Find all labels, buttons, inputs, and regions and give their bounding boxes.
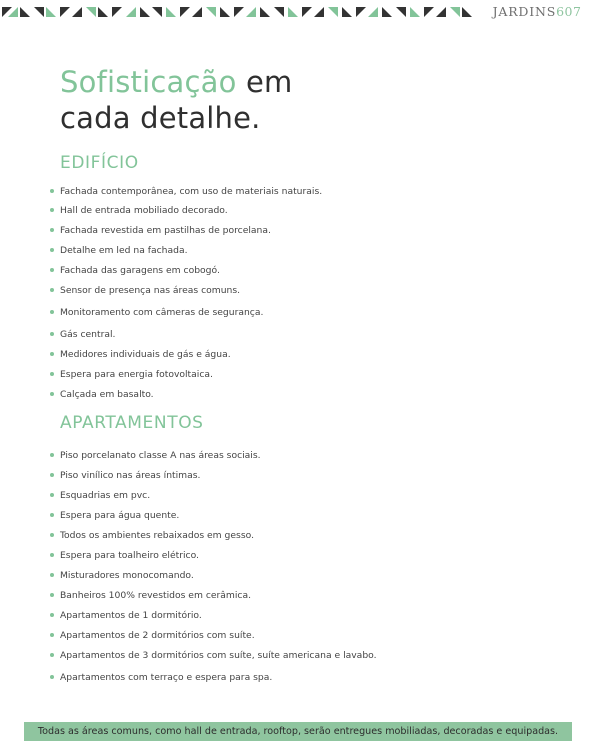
list-item-text: Apartamentos de 1 dormitório.: [60, 610, 202, 621]
list-item-text: Todos os ambientes rebaixados em gesso.: [60, 530, 254, 541]
triangle-shape: [314, 7, 324, 17]
triangle-shape: [462, 7, 472, 17]
triangle-shape: [450, 7, 460, 17]
bullet-icon: [50, 332, 54, 336]
triangle-shape: [246, 7, 256, 17]
bullet-icon: [50, 248, 54, 252]
list-item-text: Apartamentos de 2 dormitórios com suíte.: [60, 630, 255, 641]
list-item: [50, 610, 377, 622]
edificio-features-list: [50, 186, 322, 401]
title-rest: em: [236, 65, 293, 99]
list-item-text: Espera para energia fotovoltaica.: [60, 369, 213, 380]
list-item-text: Gás central.: [60, 329, 116, 340]
list-item-text: Monitoramento com câmeras de segurança.: [60, 307, 264, 318]
list-item-text: Piso vinílico nas áreas íntimas.: [60, 470, 201, 481]
bullet-icon: [50, 310, 54, 314]
section-title-apartamentos: APARTAMENTOS: [60, 413, 204, 433]
list-item: [50, 490, 377, 502]
bullet-icon: [50, 553, 54, 557]
triangle-shape: [206, 7, 216, 17]
list-item: [50, 285, 322, 297]
list-item: [50, 186, 322, 198]
bullet-icon: [50, 675, 54, 679]
bullet-icon: [50, 613, 54, 617]
list-item: [50, 672, 377, 684]
list-item-text: Fachada contemporânea, com uso de materiais naturais.: [60, 186, 323, 197]
page-title: [60, 64, 292, 136]
list-item: [50, 470, 377, 482]
triangle-shape: [112, 7, 122, 17]
footer-text: Todas as áreas comuns, como hall de entrada, rooftop, serão entregues mobiliadas, decoradas e equipadas.: [37, 726, 559, 737]
triangle-shape: [152, 7, 162, 17]
triangle-shape: [34, 7, 44, 17]
footer-banner: [24, 722, 572, 741]
bullet-icon: [50, 228, 54, 232]
list-item: [50, 245, 322, 257]
triangle-shape: [424, 7, 434, 17]
list-item-text: Apartamentos de 3 dormitórios com suíte, suíte americana e lavabo.: [60, 650, 377, 661]
bullet-icon: [50, 208, 54, 212]
list-item-text: Calçada em basalto.: [60, 389, 154, 400]
bullet-icon: [50, 392, 54, 396]
triangle-shape: [410, 7, 420, 17]
triangle-shape: [288, 7, 298, 17]
triangle-shape: [98, 7, 108, 17]
triangle-shape: [328, 7, 338, 17]
list-item: [50, 389, 322, 401]
triangle-shape: [356, 7, 366, 17]
list-item: [50, 550, 377, 562]
triangle-shape: [180, 7, 190, 17]
list-item-text: Hall de entrada mobiliado decorado.: [60, 205, 228, 216]
list-item-text: Piso porcelanato classe A nas áreas sociais.: [60, 450, 261, 461]
triangle-shape: [192, 7, 202, 17]
bullet-icon: [50, 453, 54, 457]
list-item: [50, 570, 377, 582]
title-accent: Sofisticação: [60, 65, 237, 99]
bullet-icon: [50, 372, 54, 376]
list-item: [50, 329, 322, 341]
bullet-icon: [50, 189, 54, 193]
list-item: [50, 630, 377, 642]
brand-logo: [474, 2, 600, 20]
triangle-shape: [72, 7, 82, 17]
bullet-icon: [50, 513, 54, 517]
list-item: [50, 307, 322, 319]
triangle-shape: [302, 7, 312, 17]
list-item-text: Misturadores monocomando.: [60, 570, 194, 581]
bullet-icon: [50, 573, 54, 577]
triangle-shape: [396, 7, 406, 17]
section-title-edificio: EDIFÍCIO: [60, 153, 139, 173]
brand-name: JARDINS: [492, 3, 557, 19]
triangle-shape: [274, 7, 284, 17]
triangle-shape: [126, 7, 136, 17]
list-item: [50, 510, 377, 522]
list-item-text: Espera para água quente.: [60, 510, 180, 521]
bullet-icon: [50, 288, 54, 292]
apartamentos-features-list: [50, 450, 377, 684]
list-item: [50, 590, 377, 602]
brand-number: 607: [556, 3, 582, 19]
list-item-text: Fachada das garagens em cobogó.: [60, 265, 220, 276]
list-item-text: Detalhe em led na fachada.: [60, 245, 188, 256]
title-line-2: cada detalhe.: [60, 101, 261, 135]
triangle-shape: [260, 7, 270, 17]
list-item: [50, 369, 322, 381]
list-item-text: Espera para toalheiro elétrico.: [60, 550, 199, 561]
list-item-text: Fachada revestida em pastilhas de porcelana.: [60, 225, 271, 236]
triangle-shape: [166, 7, 176, 17]
triangle-shape: [20, 7, 30, 17]
triangle-shape: [234, 7, 244, 17]
list-item: [50, 530, 377, 542]
list-item: [50, 450, 377, 462]
bullet-icon: [50, 268, 54, 272]
triangle-shape: [436, 7, 446, 17]
bullet-icon: [50, 533, 54, 537]
triangle-shape: [342, 7, 352, 17]
triangle-shape: [220, 7, 230, 17]
list-item-text: Medidores individuais de gás e água.: [60, 349, 231, 360]
bullet-icon: [50, 593, 54, 597]
bullet-icon: [50, 653, 54, 657]
list-item-text: Sensor de presença nas áreas comuns.: [60, 285, 241, 296]
bullet-icon: [50, 473, 54, 477]
triangle-shape: [368, 7, 378, 17]
list-item-text: Banheiros 100% revestidos em cerâmica.: [60, 590, 252, 601]
list-item-text: Apartamentos com terraço e espera para spa.: [60, 672, 273, 683]
list-item-text: Esquadrias em pvc.: [60, 490, 151, 501]
bullet-icon: [50, 493, 54, 497]
triangle-shape: [60, 7, 70, 17]
list-item: [50, 349, 322, 361]
bullet-icon: [50, 352, 54, 356]
list-item: [50, 225, 322, 237]
list-item: [50, 205, 322, 217]
list-item: [50, 650, 377, 662]
triangle-shape: [46, 7, 56, 17]
list-item: [50, 265, 322, 277]
triangle-shape: [86, 7, 96, 17]
triangle-shape: [140, 7, 150, 17]
bullet-icon: [50, 633, 54, 637]
triangle-shape: [382, 7, 392, 17]
